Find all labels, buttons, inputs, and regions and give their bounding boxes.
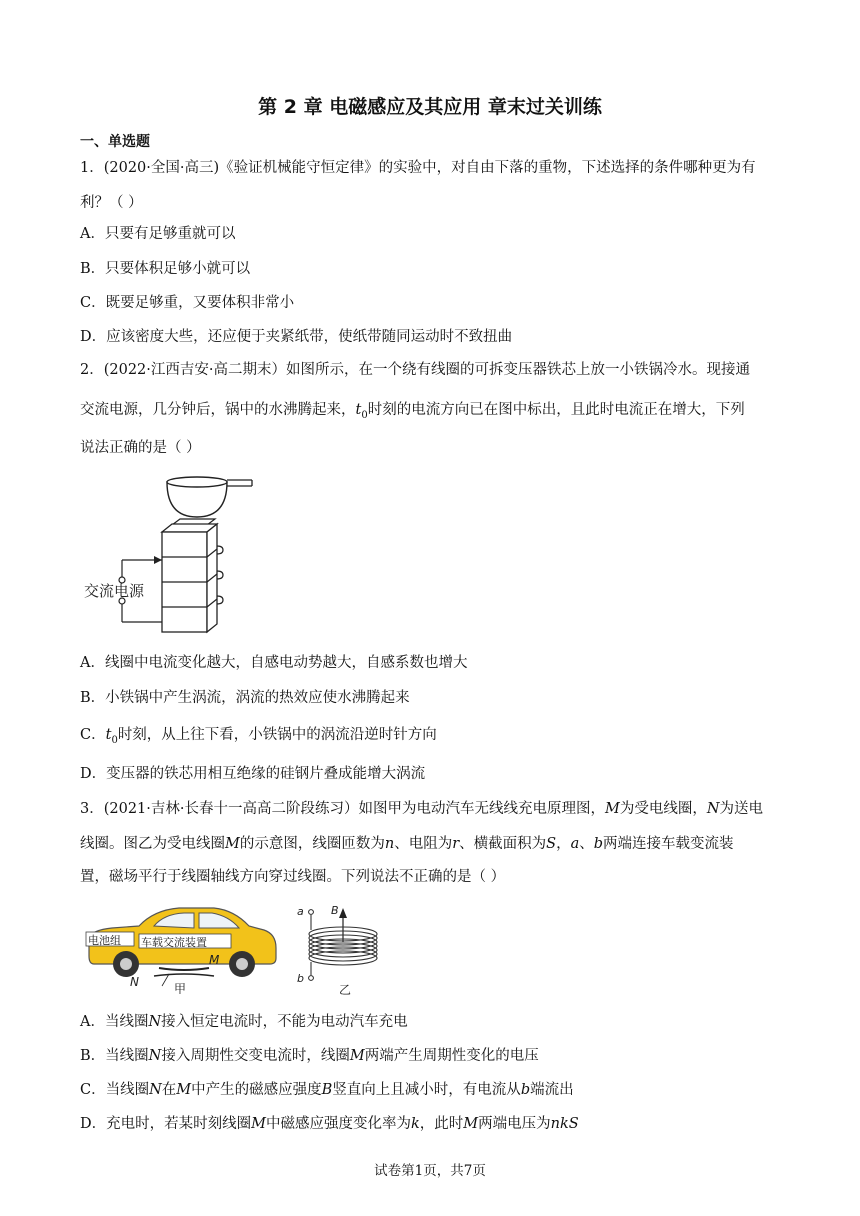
q3-option-b: B．当线圈N接入周期性交变电流时，线圈M两端产生周期性变化的电压 [80, 1048, 539, 1064]
coil-figure [295, 902, 395, 998]
q1-stem-line2: 利？（ ） [80, 195, 143, 211]
q3-option-a: A．当线圈N接入恒定电流时，不能为电动汽车充电 [80, 1014, 408, 1030]
q2-option-b: B．小铁锅中产生涡流，涡流的热效应使水沸腾起来 [80, 690, 410, 706]
figure-label-yi: 乙 [339, 983, 352, 997]
q1-option-c: C．既要足够重，又要体积非常小 [80, 295, 295, 311]
q3-stem-line2: 线圈。图乙为受电线圈M的示意图，线圈匝数为n、电阻为r、横截面积为S，a、b两端连接车载变流装 [80, 836, 734, 852]
page-title: 第 2 章 电磁感应及其应用 章末过关训练 [258, 96, 602, 118]
q3-option-c: C．当线圈N在M中产生的磁感应强度B竖直向上且减小时，有电流从b端流出 [80, 1082, 574, 1098]
q2-stem-line3: 说法正确的是（ ） [80, 440, 201, 456]
q2-option-c: C．$t_0$时刻，从上往下看，小铁锅中的涡流沿逆时针方向 [80, 727, 437, 746]
q2-option-d: D．变压器的铁芯用相互绝缘的硅钢片叠成能增大涡流 [80, 766, 426, 782]
figure-label-a: a [297, 905, 304, 918]
figure-label-N: N [130, 975, 139, 989]
section-heading: 一、单选题 [80, 134, 150, 150]
figure-label-M: M [209, 953, 220, 967]
figure-label-battery: 电池组 [88, 934, 121, 947]
car-figure [84, 904, 284, 994]
q1-option-b: B．只要体积足够小就可以 [80, 261, 251, 277]
figure-label-converter: 车载交流装置 [141, 936, 207, 949]
q3-option-d: D．充电时，若某时刻线圈M中磁感应强度变化率为k，此时M两端电压为nkS [80, 1116, 579, 1132]
q1-stem-line1: 1．(2020·全国·高三)《验证机械能守恒定律》的实验中，对自由下落的重物，下述选择的条件哪种更为有 [80, 160, 756, 176]
figure-label-jia: 甲 [174, 982, 187, 994]
q1-option-d: D．应该密度大些，还应便于夹紧纸带，使纸带随同运动时不致扭曲 [80, 329, 513, 345]
q2-stem-line2: 交流电源，几分钟后，锅中的水沸腾起来，$t_0$时刻的电流方向已在图中标出，且此时电流正在增大，下列 [80, 402, 745, 421]
q3-stem-line1: 3．(2021·吉林·长春十一高高二阶段练习）如图甲为电动汽车无线线充电原理图，M为受电线圈，N为送电 [80, 801, 764, 817]
figure-label-b: b [297, 972, 304, 985]
q2-option-a: A．线圈中电流变化越大，自感电动势越大，自感系数也增大 [80, 655, 468, 671]
q1-option-a: A．只要有足够重就可以 [80, 226, 236, 242]
q2-stem-line1: 2．(2022·江西吉安·高二期末）如图所示，在一个绕有线圈的可拆变压器铁芯上放一小铁锅冷水。现接通 [80, 362, 750, 378]
figure-label-ac-source: 交流电源 [84, 582, 145, 600]
page-footer: 试卷第1页，共7页 [374, 1163, 486, 1179]
figure-label-B: B [331, 904, 339, 917]
transformer-figure [82, 472, 257, 638]
q3-stem-line3: 置，磁场平行于线圈轴线方向穿过线圈。下列说法不正确的是（ ） [80, 869, 506, 885]
